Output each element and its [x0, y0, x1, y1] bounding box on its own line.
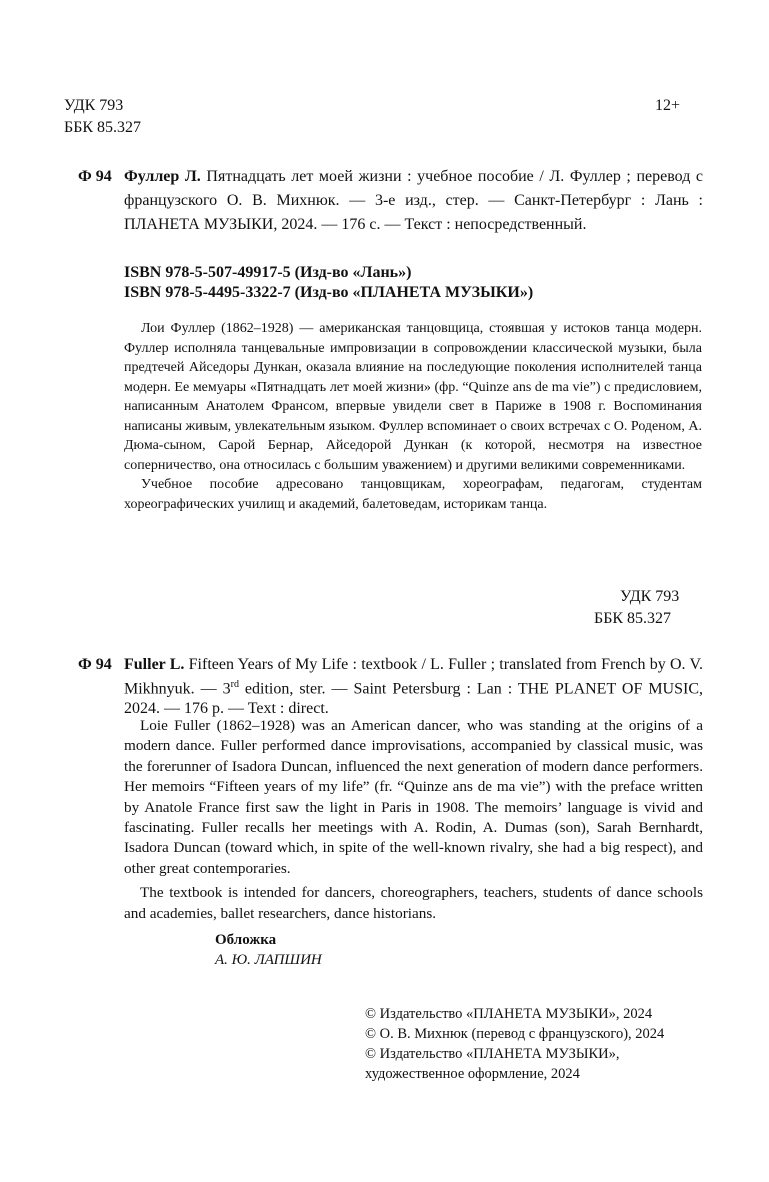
footer-classification: [594, 586, 679, 630]
ru-annotation-paragraph: Лои Фуллер (1862–1928) — американская танцовщица, стоявшая у истоков танца модерн. Фуллер исполняла танцевальные импровизации в сопровождении классической музыки, была предтечей Айседоры Дункан, оказала влияние на последующие поколения исполнителей танца модерн. Ее мемуары «Пятнадцать лет моей жизни» (фр. “Quinze ans de ma vie”) с предисловием, написанным Анатолем Франсом, впервые увидели свет в Париже в 1908 г. Воспоминания написаны живым, увлекательным языком. Фуллер вспоминает о своих встречах с О. Роденом, А. Дюма-сыном, Сарой Бернар, Айседорой Дункан (к которой, несмотря на известное соперничество, она относилась с большим уважением) и другими великими современниками.: [124, 321, 702, 473]
ru-author: Фуллер Л.: [124, 168, 201, 185]
copyright-block: [365, 1004, 664, 1084]
en-annotation-paragraph: The textbook is intended for dancers, choreographers, teachers, students of dance schools and academies, ballet researchers, dance historians.: [124, 884, 703, 922]
en-author: Fuller L.: [124, 656, 185, 673]
ru-bibliographic-entry: [78, 165, 703, 237]
author-mark: Ф 94: [78, 168, 112, 185]
en-description-part1: Fifteen Years of My Life : textbook / L. Fuller ; translated from French by O. V. Mikhnyuk. — 3: [124, 656, 704, 698]
isbn-planeta: ISBN 978-5-4495-3322-7 (Изд-во «ПЛАНЕТА МУЗЫКИ»): [124, 284, 534, 301]
ru-annotation-paragraph: Учебное пособие адресовано танцовщикам, хореографам, педагогам, студентам хореографических училищ и академий, балетоведам, историкам танца.: [124, 477, 702, 512]
en-annotation-paragraph: Loie Fuller (1862–1928) was an American dancer, who was standing at the origins of a modern dance. Fuller performed dance improvisations, accompanied by classical music, was the forerunner of Isadora Duncan, influenced the next generation of modern dance performers. Her memoirs “Fifteen years of my life” (fr. “Quinze ans de ma vie”) with the preface written by Anatole France first saw the light in Paris in 1908. The memoirs’ language is vivid and fascinating. Fuller recalls her meetings with A. Rodin, A. Dumas (son), Sarah Bernhardt, Isadora Duncan (toward which, in spite of the well-known rivalry, she had a big respect), and other great contemporaries.: [124, 717, 703, 877]
bbk-code: ББК 85.327: [64, 119, 142, 136]
ru-citation: [124, 165, 703, 237]
cover-label: Обложка: [215, 932, 277, 948]
copyright-line: © О. В. Михнюк (перевод с французского), 2024: [365, 1026, 665, 1042]
age-rating: 12+: [655, 97, 681, 114]
isbn-block: [124, 263, 533, 303]
author-mark: Ф 94: [78, 656, 112, 673]
en-annotation: [124, 716, 703, 924]
cover-credit: [215, 930, 322, 970]
isbn-lan: ISBN 978-5-507-49917-5 (Изд-во «Лань»): [124, 264, 412, 281]
en-citation: [124, 655, 703, 719]
copyright-line: © Издательство «ПЛАНЕТА МУЗЫКИ», 2024: [365, 1006, 653, 1022]
ru-annotation: [124, 319, 702, 514]
en-bibliographic-entry: [78, 655, 703, 719]
udk-code: УДК 793: [64, 97, 124, 114]
en-description-part2: edition, ster. — Saint Petersburg : Lan : THE PLANET OF MUSIC, 2024. — 176 p. — Text : direct.: [124, 680, 704, 718]
copyright-line: художественное оформление, 2024: [365, 1066, 580, 1082]
copyright-line: © Издательство «ПЛАНЕТА МУЗЫКИ»,: [365, 1046, 620, 1062]
cover-artist: А. Ю. ЛАПШИН: [215, 952, 322, 968]
edition-superscript: rd: [230, 679, 239, 690]
header-classification: [64, 95, 141, 139]
ru-description: Пятнадцать лет моей жизни : учебное пособие / Л. Фуллер ; перевод с французского О. В. Михнюк. — 3-е изд., стер. — Санкт-Петербург : Лань : ПЛАНЕТА МУЗЫКИ, 2024. — 176 с. — Текст : непосредственный.: [124, 168, 704, 233]
udk-code: УДК 793: [620, 588, 680, 605]
bbk-code: ББК 85.327: [594, 610, 672, 627]
